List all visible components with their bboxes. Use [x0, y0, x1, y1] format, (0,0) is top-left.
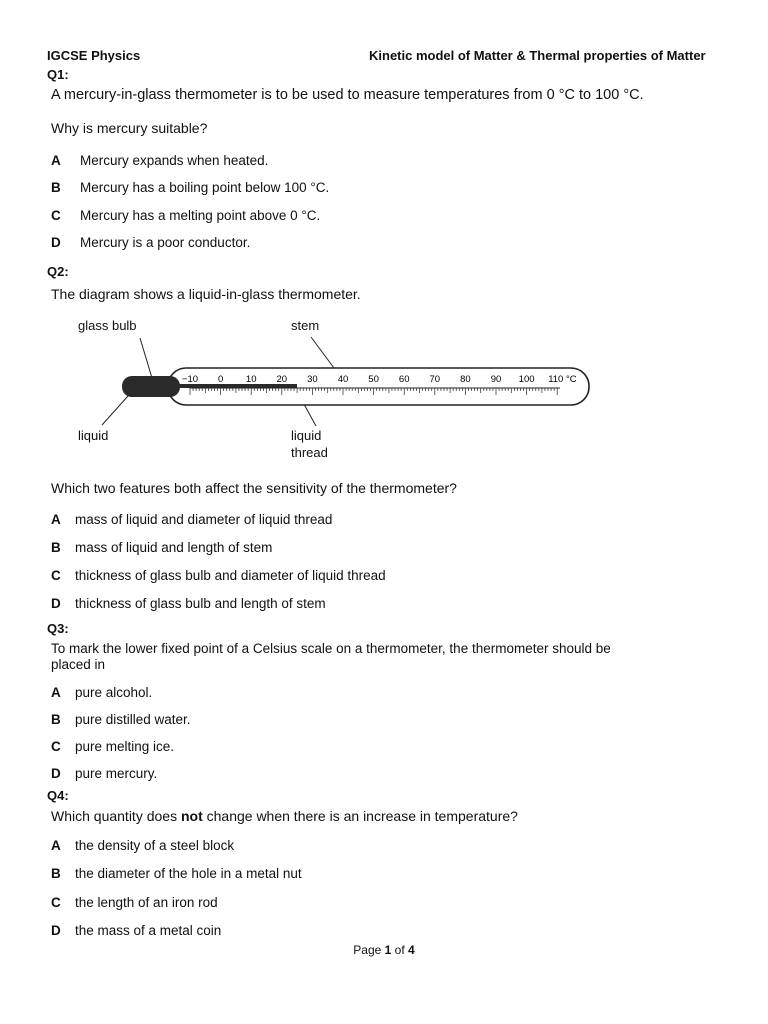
liquid-thread-label-line2: thread: [291, 445, 328, 460]
option-text: the density of a steel block: [75, 838, 235, 853]
option-letter: D: [51, 235, 61, 250]
option-letter: A: [51, 512, 61, 527]
scale-number: 110 °C: [548, 374, 577, 385]
option-letter: C: [51, 739, 61, 754]
q2-option-a: [51, 512, 332, 527]
q3-stem-line2: placed in: [51, 657, 106, 672]
option-text: mass of liquid and diameter of liquid thread: [75, 512, 333, 527]
q1-question: Why is mercury suitable?: [51, 120, 208, 136]
scale-number: 80: [460, 374, 471, 385]
option-text: pure alcohol.: [75, 685, 153, 700]
option-text: the diameter of the hole in a metal nut: [75, 866, 302, 881]
q2-option-c: [51, 568, 386, 583]
stem-leader: [311, 337, 334, 368]
q3-option-d: [51, 766, 157, 781]
q4-option-c: [51, 895, 218, 910]
bulb-liquid: [122, 376, 180, 397]
q1-option-a: [51, 153, 268, 168]
liquid-leader: [102, 396, 128, 425]
option-letter: B: [51, 712, 61, 727]
subject-title: IGCSE Physics: [47, 48, 141, 63]
q3-option-b: [51, 712, 191, 727]
option-text: mass of liquid and length of stem: [75, 540, 273, 555]
option-text: thickness of glass bulb and diameter of liquid thread: [75, 568, 386, 583]
q1-stem: A mercury-in-glass thermometer is to be used to measure temperatures from 0 °C to 100 °C.: [51, 87, 644, 103]
option-text: the mass of a metal coin: [75, 923, 222, 938]
option-letter: C: [51, 895, 61, 910]
of-word: of: [394, 943, 405, 957]
scale-number: 30: [307, 374, 318, 385]
page-word: Page: [353, 943, 382, 957]
option-text: the length of an iron rod: [75, 895, 218, 910]
current-page: 1: [384, 943, 392, 957]
scale-number: 60: [398, 374, 410, 385]
thermometer-diagram: [0, 330, 768, 470]
option-text: Mercury is a poor conductor.: [80, 235, 251, 250]
q3-option-a: [51, 685, 152, 700]
option-text: pure mercury.: [75, 766, 158, 781]
option-letter: A: [51, 838, 61, 853]
option-text: pure distilled water.: [75, 712, 191, 727]
scale-number: 40: [337, 374, 349, 385]
q4-stem: [51, 808, 518, 824]
q4-stem-bold: not: [180, 808, 203, 824]
stem-label: stem: [291, 318, 320, 333]
scale-number: 70: [429, 374, 441, 385]
option-text: Mercury expands when heated.: [80, 153, 269, 168]
option-text: pure melting ice.: [75, 739, 175, 754]
option-letter: B: [51, 866, 61, 881]
q4-option-d: [51, 923, 221, 938]
q2-stem: The diagram shows a liquid-in-glass thermometer.: [51, 286, 361, 302]
q2-option-b: [51, 540, 272, 555]
option-letter: A: [51, 153, 61, 168]
topic-title: Kinetic model of Matter & Thermal properties of Matter: [369, 48, 706, 63]
q1-option-b: [51, 180, 329, 195]
scale-number: 20: [276, 374, 288, 385]
q4-stem-pre: Which quantity does: [51, 808, 181, 824]
liquid-label: liquid: [78, 428, 109, 443]
page-number: [0, 943, 768, 957]
total-pages: 4: [408, 943, 415, 957]
q2-option-d: [51, 596, 326, 611]
option-text: Mercury has a boiling point below 100 °C.: [80, 180, 330, 195]
scale-number: −10: [181, 374, 199, 385]
q1-option-d: [51, 235, 250, 250]
option-letter: B: [51, 540, 61, 555]
q4-option-a: [51, 838, 234, 853]
q3-option-c: [51, 739, 174, 754]
q3-stem-line1: To mark the lower fixed point of a Celsius scale on a thermometer, the thermometer should be: [51, 641, 611, 656]
q2-question: Which two features both affect the sensitivity of the thermometer?: [51, 480, 457, 496]
scale-number: 100: [518, 374, 535, 385]
scale-number: 90: [490, 374, 502, 385]
option-letter: B: [51, 180, 61, 195]
q1-label: Q1:: [47, 67, 69, 82]
q3-label: Q3:: [47, 621, 69, 636]
scale-number: 50: [368, 374, 379, 385]
option-text: thickness of glass bulb and length of stem: [75, 596, 326, 611]
glass-bulb-leader: [140, 338, 152, 378]
option-letter: C: [51, 568, 61, 583]
option-letter: A: [51, 685, 61, 700]
option-text: Mercury has a melting point above 0 °C.: [80, 208, 321, 223]
option-letter: C: [51, 208, 61, 223]
option-letter: D: [51, 596, 61, 611]
liquid-thread-label-line1: liquid: [291, 428, 322, 443]
q4-label: Q4:: [47, 788, 69, 803]
scale-number: 10: [245, 374, 257, 385]
q4-stem-post: change when there is an increase in temperature?: [202, 808, 518, 824]
q1-option-c: [51, 208, 320, 223]
option-letter: D: [51, 766, 61, 781]
q4-option-b: [51, 866, 302, 881]
glass-bulb-label: glass bulb: [78, 318, 137, 333]
scale-number: 0: [217, 374, 224, 385]
option-letter: D: [51, 923, 61, 938]
q2-label: Q2:: [47, 264, 69, 279]
